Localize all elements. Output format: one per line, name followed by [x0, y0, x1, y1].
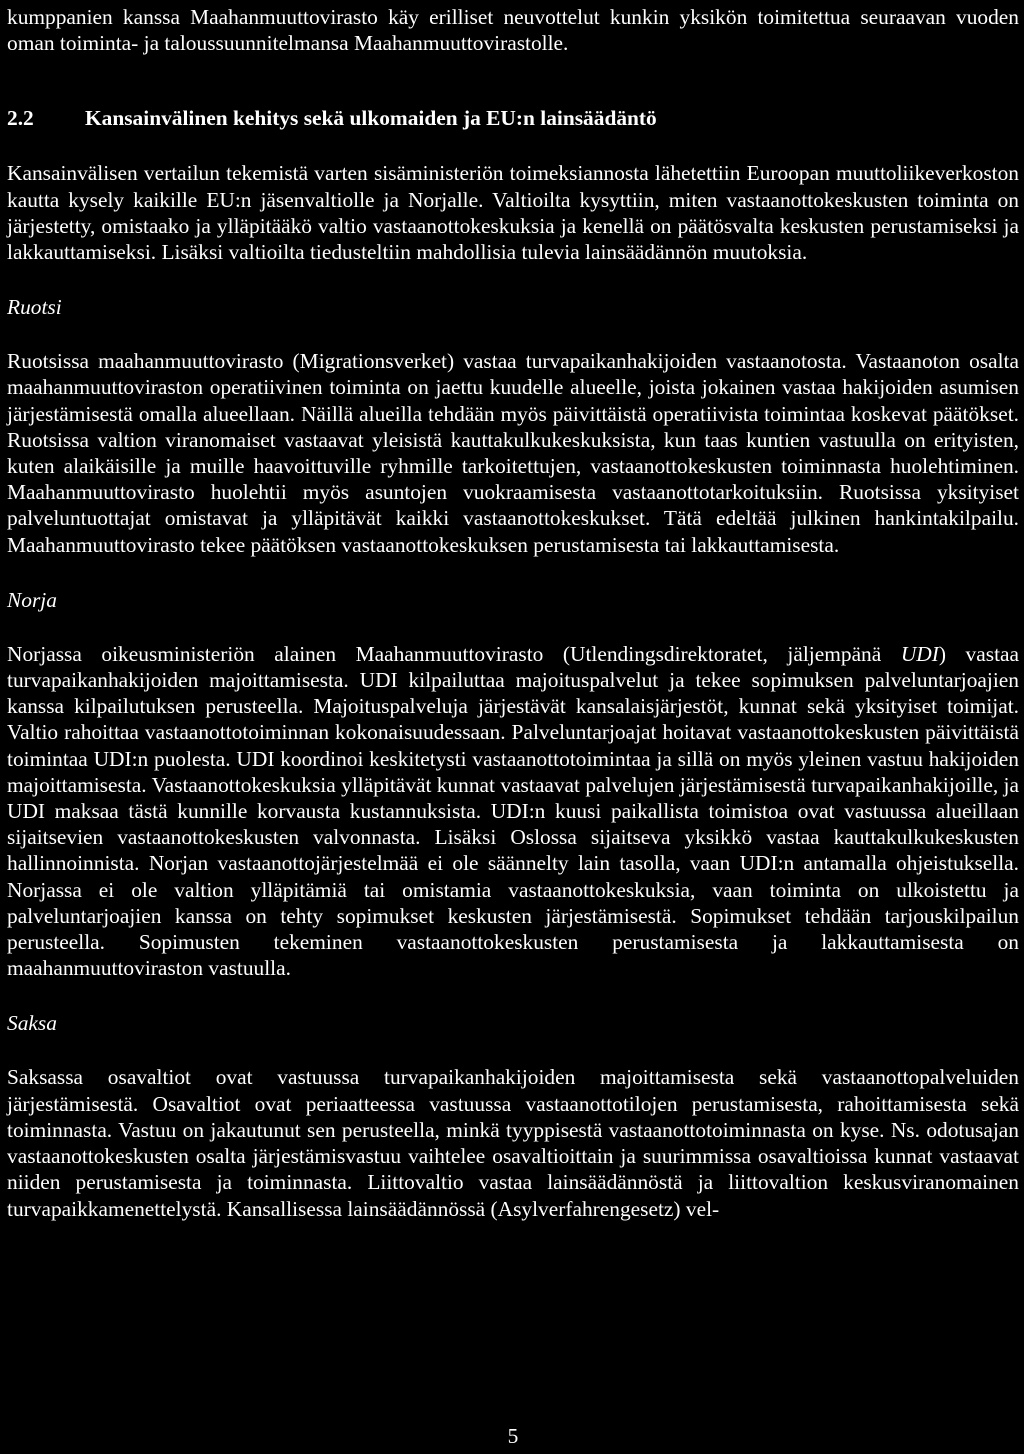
- abbr-udi: UDI: [900, 641, 939, 666]
- section-intro-paragraph: Kansainvälisen vertailun tekemistä varten sisäministeriön toimeksiannosta lähetettiin Euroopan muuttoliikeverkoston kautta kysely kaikille EU:n jäsenvaltiolle ja Norjalle. Valtioilta kysyttiin, miten vastaanottokeskusten toiminta on järjestetty, omistaako ja ylläpitääkö valtio vastaanottokeskuksia ja kenellä on päätösvalta keskusten perustamiseksi ja lakkauttamiseksi. Lisäksi valtioilta tiedusteltiin mahdollisia tulevia lainsäädännön muutoksia.: [7, 161, 1019, 265]
- section-heading: [7, 105, 1019, 131]
- page-number: 5: [507, 1424, 519, 1448]
- subheading-ruotsi: Ruotsi: [7, 295, 62, 320]
- paragraph-norja: [7, 641, 1019, 982]
- subheading-norja: Norja: [7, 587, 57, 612]
- subheading-saksa: Saksa: [7, 1011, 57, 1036]
- paragraph-saksa: Saksassa osavaltiot ovat vastuussa turvapaikanhakijoiden majoittamisesta sekä vastaanottopalveluiden järjestämisestä. Osavaltiot ovat periaatteessa vastuussa vastaanottotilojen perustamisesta, rahoittamisesta sekä toiminnasta. Vastuu on jakautunut sen perusteella, minkä tyyppisestä vastaanottotoiminnasta on kyse. Ns. odotusajan vastaanottokeskusten osalta järjestämisvastuu vaihtelee osavaltioittain ja suurimmissa osavaltioissa kunnat vastaavat niiden perustamisesta ja toiminnasta. Liittovaltio vastaa lainsäädännöstä ja liittovaltion keskusviranomainen turvapaikkamenettelystä. Kansallisessa lainsäädännössä (Asylverfahrengesetz) vel-: [7, 1065, 1019, 1221]
- paragraph-ruotsi: Ruotsissa maahanmuuttovirasto (Migrationsverket) vastaa turvapaikanhakijoiden vastaanotosta. Vastaanoton osalta maahanmuuttoviraston operatiivinen toiminta on jaettu kuudelle alueelle, joista jokainen vastaa hakijoiden asumisen järjestämisestä omalla alueellaan. Näillä alueilla tehdään myös päivittäistä operatiivista toimintaa koskevat päätökset. Ruotsissa valtion viranomaiset vastaavat yleisistä kauttakulkukeskuksista, kun taas kuntien vastuulla on erityisten, kuten alaikäisille ja muille haavoittuville ryhmille tarkoitettujen, vastaanottokeskusten toiminnasta huolehtiminen. Maahanmuuttovirasto huolehtii myös asuntojen vuokraamisesta vastaanottotarkoituksiin. Ruotsissa yksityiset palveluntuottajat omistavat ja ylläpitävät kaikki vastaanottokeskukset. Tätä edeltää julkinen hankintakilpailu. Maahanmuuttovirasto tekee päätöksen vastaanottokeskuksen perustamisesta tai lakkauttamisesta.: [7, 349, 1019, 557]
- section-title: Kansainvälinen kehitys sekä ulkomaiden ja EU:n lainsäädäntö: [85, 106, 657, 131]
- paragraph-norja-start: Norjassa oikeusministeriön alainen Maahanmuuttovirasto (Utlendingsdirektoratet, jäljempänä: [7, 641, 901, 666]
- section-number: 2.2: [7, 106, 34, 131]
- intro-paragraph: kumppanien kanssa Maahanmuuttovirasto käy erilliset neuvottelut kunkin yksikön toimitettua seuraavan vuoden oman toiminta- ja taloussuunnitelmansa Maahanmuuttovirastolle.: [7, 5, 1019, 56]
- document-page: [7, 0, 1019, 1454]
- paragraph-norja-rest: ) vastaa turvapaikanhakijoiden majoittamisesta. UDI kilpailuttaa majoituspalvelut ja tekee sopimuksen palveluntarjoajien kanssa kilpailutuksen perusteella. Majoituspalveluja järjestävät kansalaisjärjestöt, kunnat sekä yksityiset toimijat. Valtio rahoittaa vastaanottotoiminnan kokonaisuudessaan. Palveluntarjoajat hoitavat vastaanottokeskusten päivittäistä toimintaa UDI:n puolesta. UDI koordinoi keskitetysti vastaanottotoimintaa ja sillä on myös yleinen vastuu hakijoiden majoittamisesta. Vastaanottokeskuksia ylläpitävät kunnat vastaavat palvelujen järjestämisestä turvapaikanhakijoille, ja UDI maksaa tästä kunnille korvausta kustannuksista. UDI:n kuusi paikallista toimistoa ovat vastuussa alueillaan sijaitsevien vastaanottokeskusten valvonnasta. Lisäksi Oslossa sijaitseva yksikkö vastaa kauttakulkukeskusten hallinnoinnista. Norjan vastaanottojärjestelmää ei ole säännelty lain tasolla, vaan UDI:n antamalla ohjeistuksella. Norjassa ei ole valtion ylläpitämiä tai omistamia vastaanottokeskuksia, vaan toiminta on ulkoistettu ja palveluntarjoajien kanssa on tehty sopimukset keskusten järjestämisestä. Sopimukset tehdään tarjouskilpailun perusteella. Sopimusten tekeminen vastaanottokeskusten perustamisesta ja lakkauttamisesta on maahanmuuttoviraston vastuulla.: [7, 641, 1020, 981]
